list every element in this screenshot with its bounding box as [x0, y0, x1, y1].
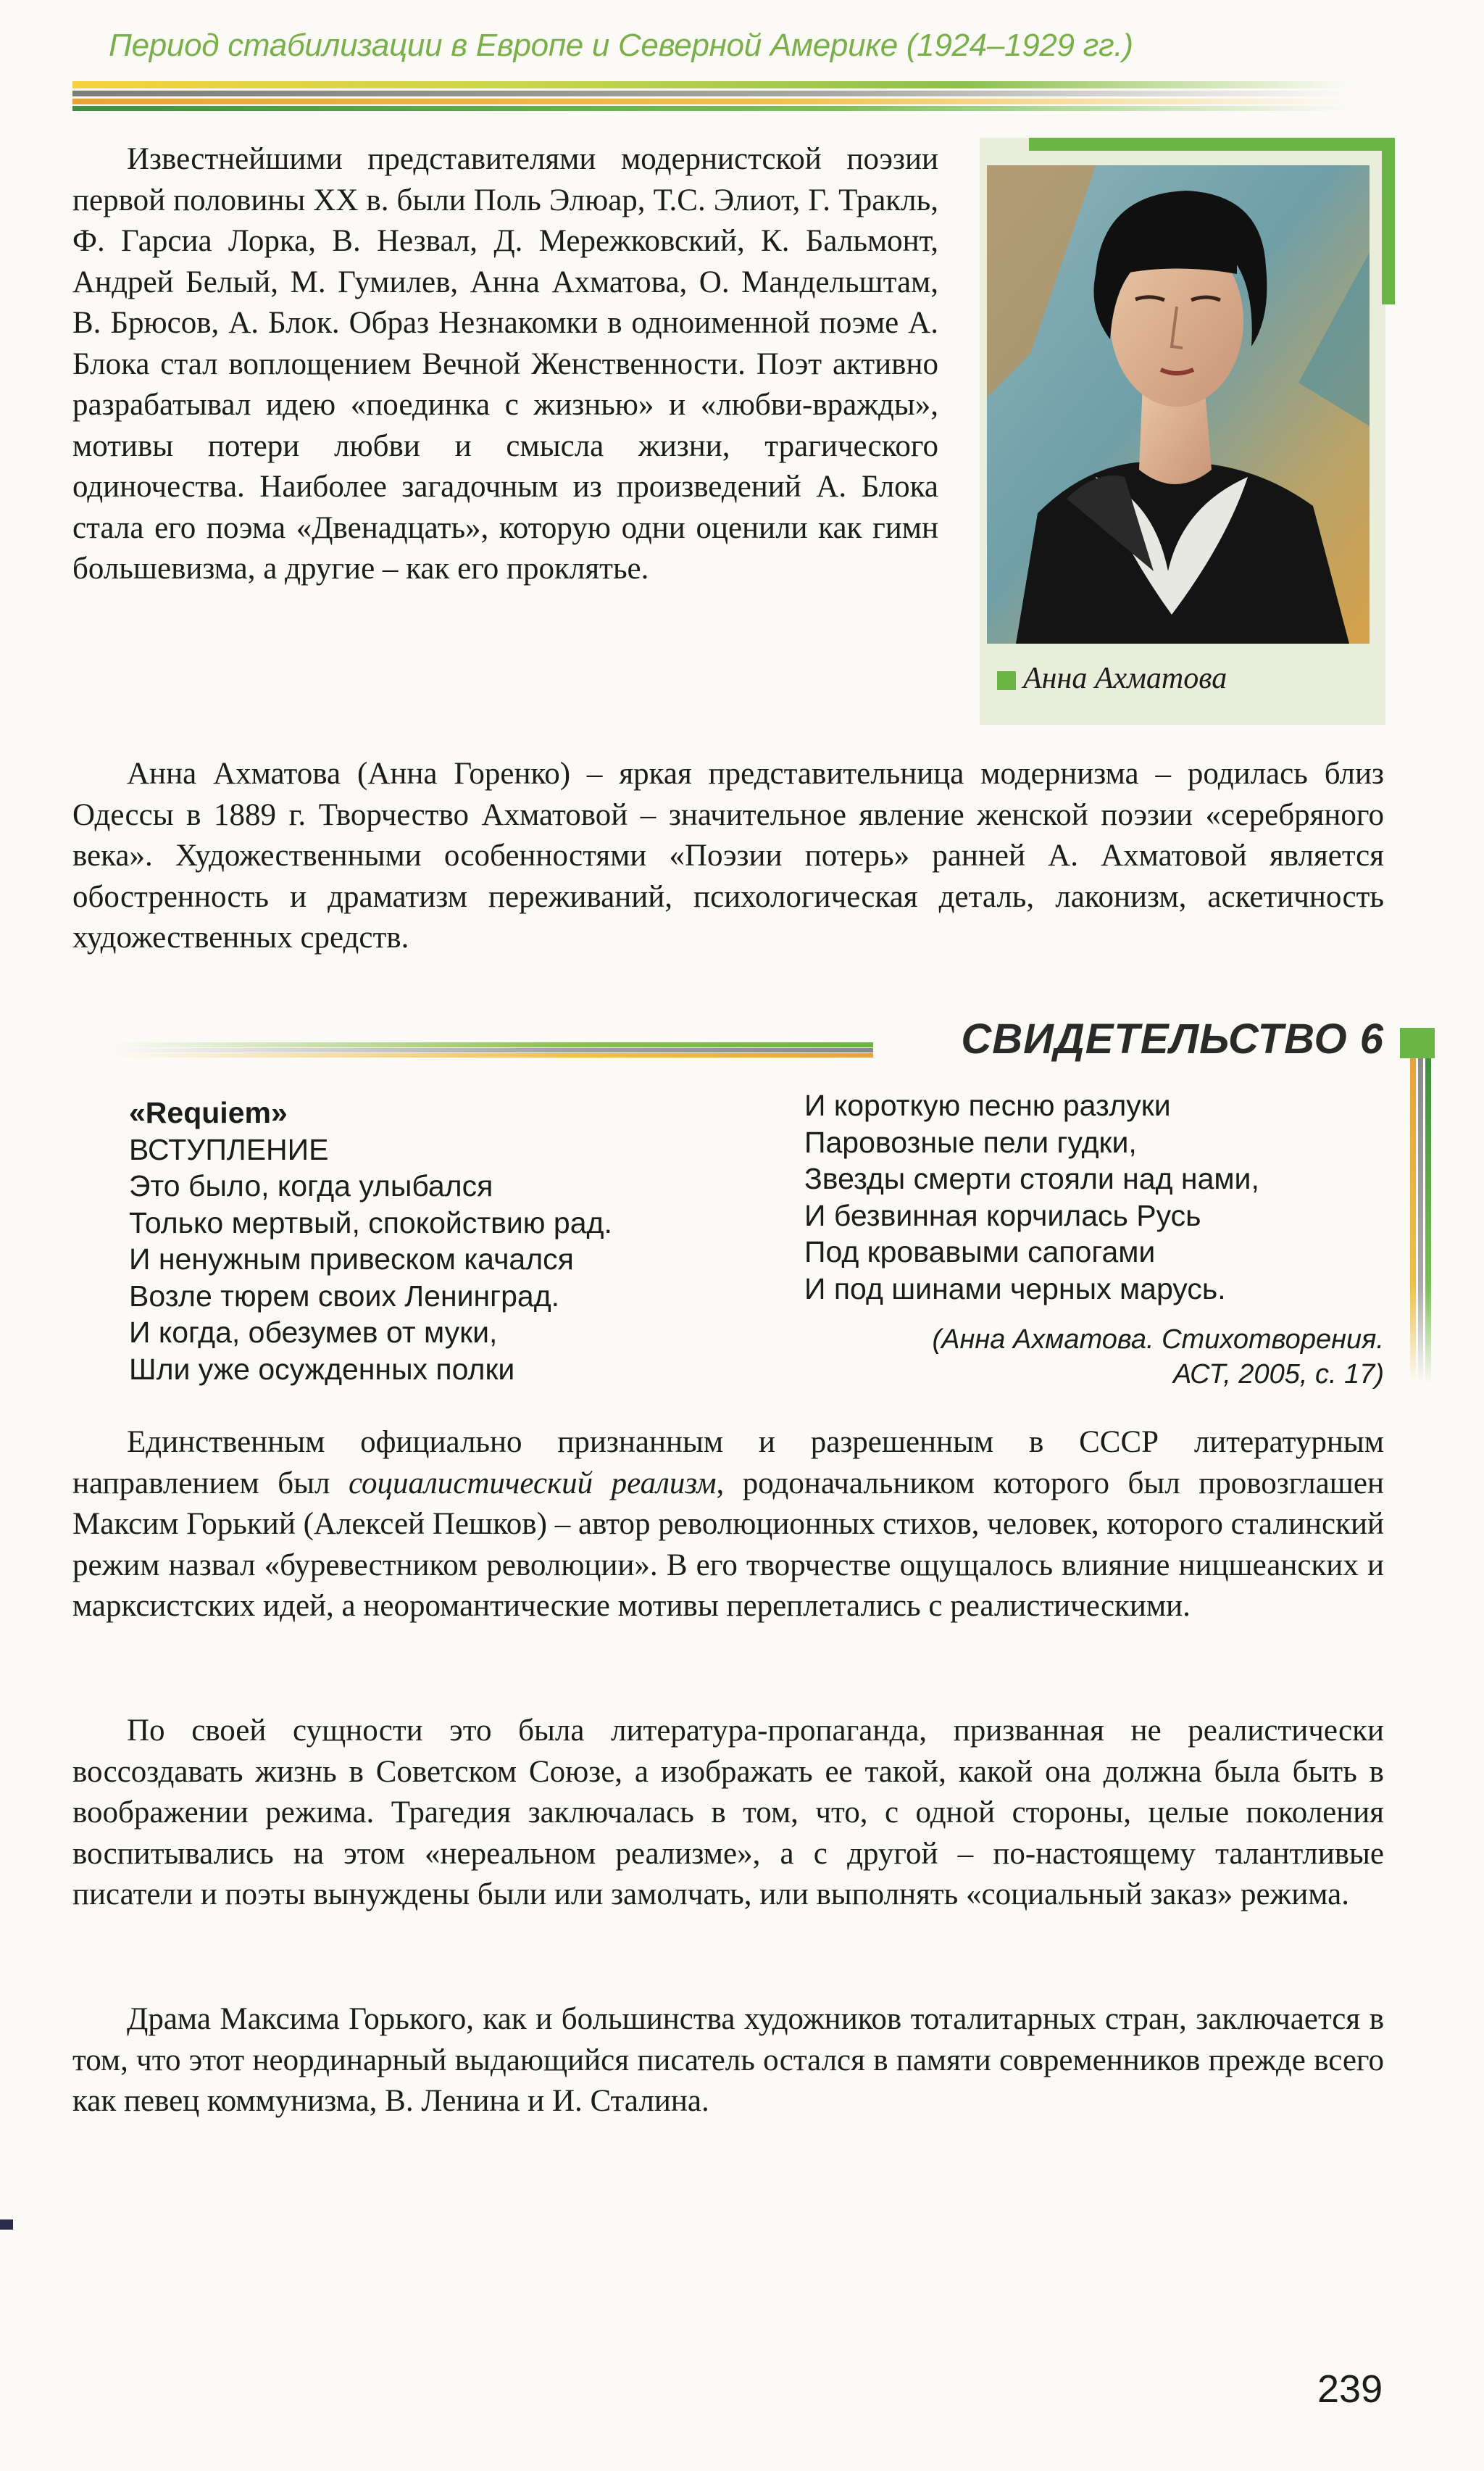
paragraph-socialist-realism — [72, 1422, 1384, 1627]
poem-title: «Requiem» — [129, 1096, 288, 1129]
poem-line: Звезды смерти стояли над нами, — [804, 1162, 1259, 1195]
paragraph-gorky-drama: Драма Максима Горького, как и большинства художников тоталитарных стран, заключается в том, что этот неординарный выдающийся писатель остался в памяти современников прежде всего как певец коммунизма, В. Ленина и И. Сталина. — [72, 2002, 1384, 2118]
evidence-decor-line — [112, 1042, 873, 1058]
poem-line: И под шинами черных марусь. — [804, 1271, 1226, 1305]
poem-line: И когда, обезумев от муки, — [129, 1316, 498, 1349]
poem-line: И короткую песню разлуки — [804, 1089, 1171, 1122]
poem-right-column — [804, 1087, 1384, 1307]
poem-line: ВСТУПЛЕНИЕ — [129, 1132, 329, 1166]
figure-decor-side — [1382, 138, 1395, 304]
header-decor-stripes — [72, 81, 1348, 112]
paragraph-modernist-poets: Известнейшими представителями модернистской поэзии первой половины XX в. были Поль Элюар, Т.С. Элиот, Г. Тракль, Ф. Гарсиа Лорка, В. Незвал, Д. Мережковский, К. Бальмонт, Андрей Белый, М. Гумилев, Анна Ахматова, О. Мандельштам, В. Брюсов, А. Блок. Образ Незнакомки в одноименной поэме А. Блока стал воплощением Вечной Женственности. Поэт активно разрабатывал идею «поединка с жизнью» и «любви-вражды», мотивы потери любви и смысла жизни, трагического одиночества. Наиболее загадочным из произведений А. Блока стала его поэма «Двенадцать», которую одни оценили как гимн большевизма, а другие – как его проклятье. — [72, 142, 938, 586]
poem-line: И безвинная корчилась Русь — [804, 1198, 1201, 1232]
page-edge-mark — [0, 2219, 13, 2230]
evidence-title: СВИДЕТЕЛЬСТВО 6 — [961, 1016, 1384, 1063]
p3-text-end: , родоначальником которого был провозглашен Максим Горький (Алексей Пешков) – автор революционных стихов, человек, которого сталинский режим назвал «буревестником революции». В его творчестве ощущалось влияние ницшеанских и марксистских идей, а неоромантические мотивы переплетались с реалистическими. — [72, 1466, 1384, 1623]
running-header: Период стабилизации в Европе и Северной Америке (1924–1929 гг.) — [109, 28, 1133, 63]
poem-line: Шли уже осужденных полки — [129, 1352, 515, 1386]
poem-line: И ненужным привеском качался — [129, 1242, 574, 1276]
poem-line: Возле тюрем своих Ленинград. — [129, 1279, 560, 1313]
poem-line: Это было, когда улыбался — [129, 1169, 493, 1203]
poem-line: Только мертвый, спокойствию рад. — [129, 1205, 612, 1239]
portrait-caption-text: Анна Ахматова — [1023, 662, 1227, 695]
poem-line: Под кровавыми сапогами — [804, 1235, 1156, 1268]
paragraph-akhmatova: Анна Ахматова (Анна Горенко) – яркая представительница модернизма – родилась близ Одессы в 1889 г. Творчество Ахматовой – значительное явление женской поэзии «серебряного века». Художественными особенностями «Поэзии потерь» ранней А. Ахматовой является обостренность и драматизм переживаний, психологическая деталь, лаконизм, аскетичность художественных средств. — [72, 757, 1384, 955]
poem-left-column — [129, 1095, 781, 1387]
p3-term: социалистический реализм — [348, 1466, 717, 1500]
evidence-decor-bar — [1400, 1028, 1436, 1383]
page-number: 239 — [1317, 2367, 1383, 2411]
poem-source-line: (Анна Ахматова. Стихотворения. — [932, 1324, 1384, 1355]
poem-source — [819, 1322, 1384, 1392]
p3-text-start: Единственным официально признанным и разрешенным в СССР литературным направлением был — [72, 1425, 1384, 1500]
poem-source-line: АСТ, 2005, с. 17) — [1172, 1359, 1384, 1390]
portrait-caption — [994, 661, 1371, 696]
paragraph-propaganda: По своей сущности это была литература-пропаганда, призванная не реалистически воссоздавать жизнь в Советском Союзе, а изображать ее такой, какой она должна была быть в воображении режима. Трагедия заключалась в том, что, с одной стороны, целые поколения воспитывались на этом «нереальном реализме», а с другой – по-настоящему талантливые писатели и поэты вынуждены были или замолчать, или выполнять «социальный заказ» режима. — [72, 1714, 1384, 1911]
portrait-image — [987, 165, 1370, 644]
poem-line: Паровозные пели гудки, — [804, 1125, 1137, 1159]
figure-decor-top — [1029, 138, 1395, 151]
